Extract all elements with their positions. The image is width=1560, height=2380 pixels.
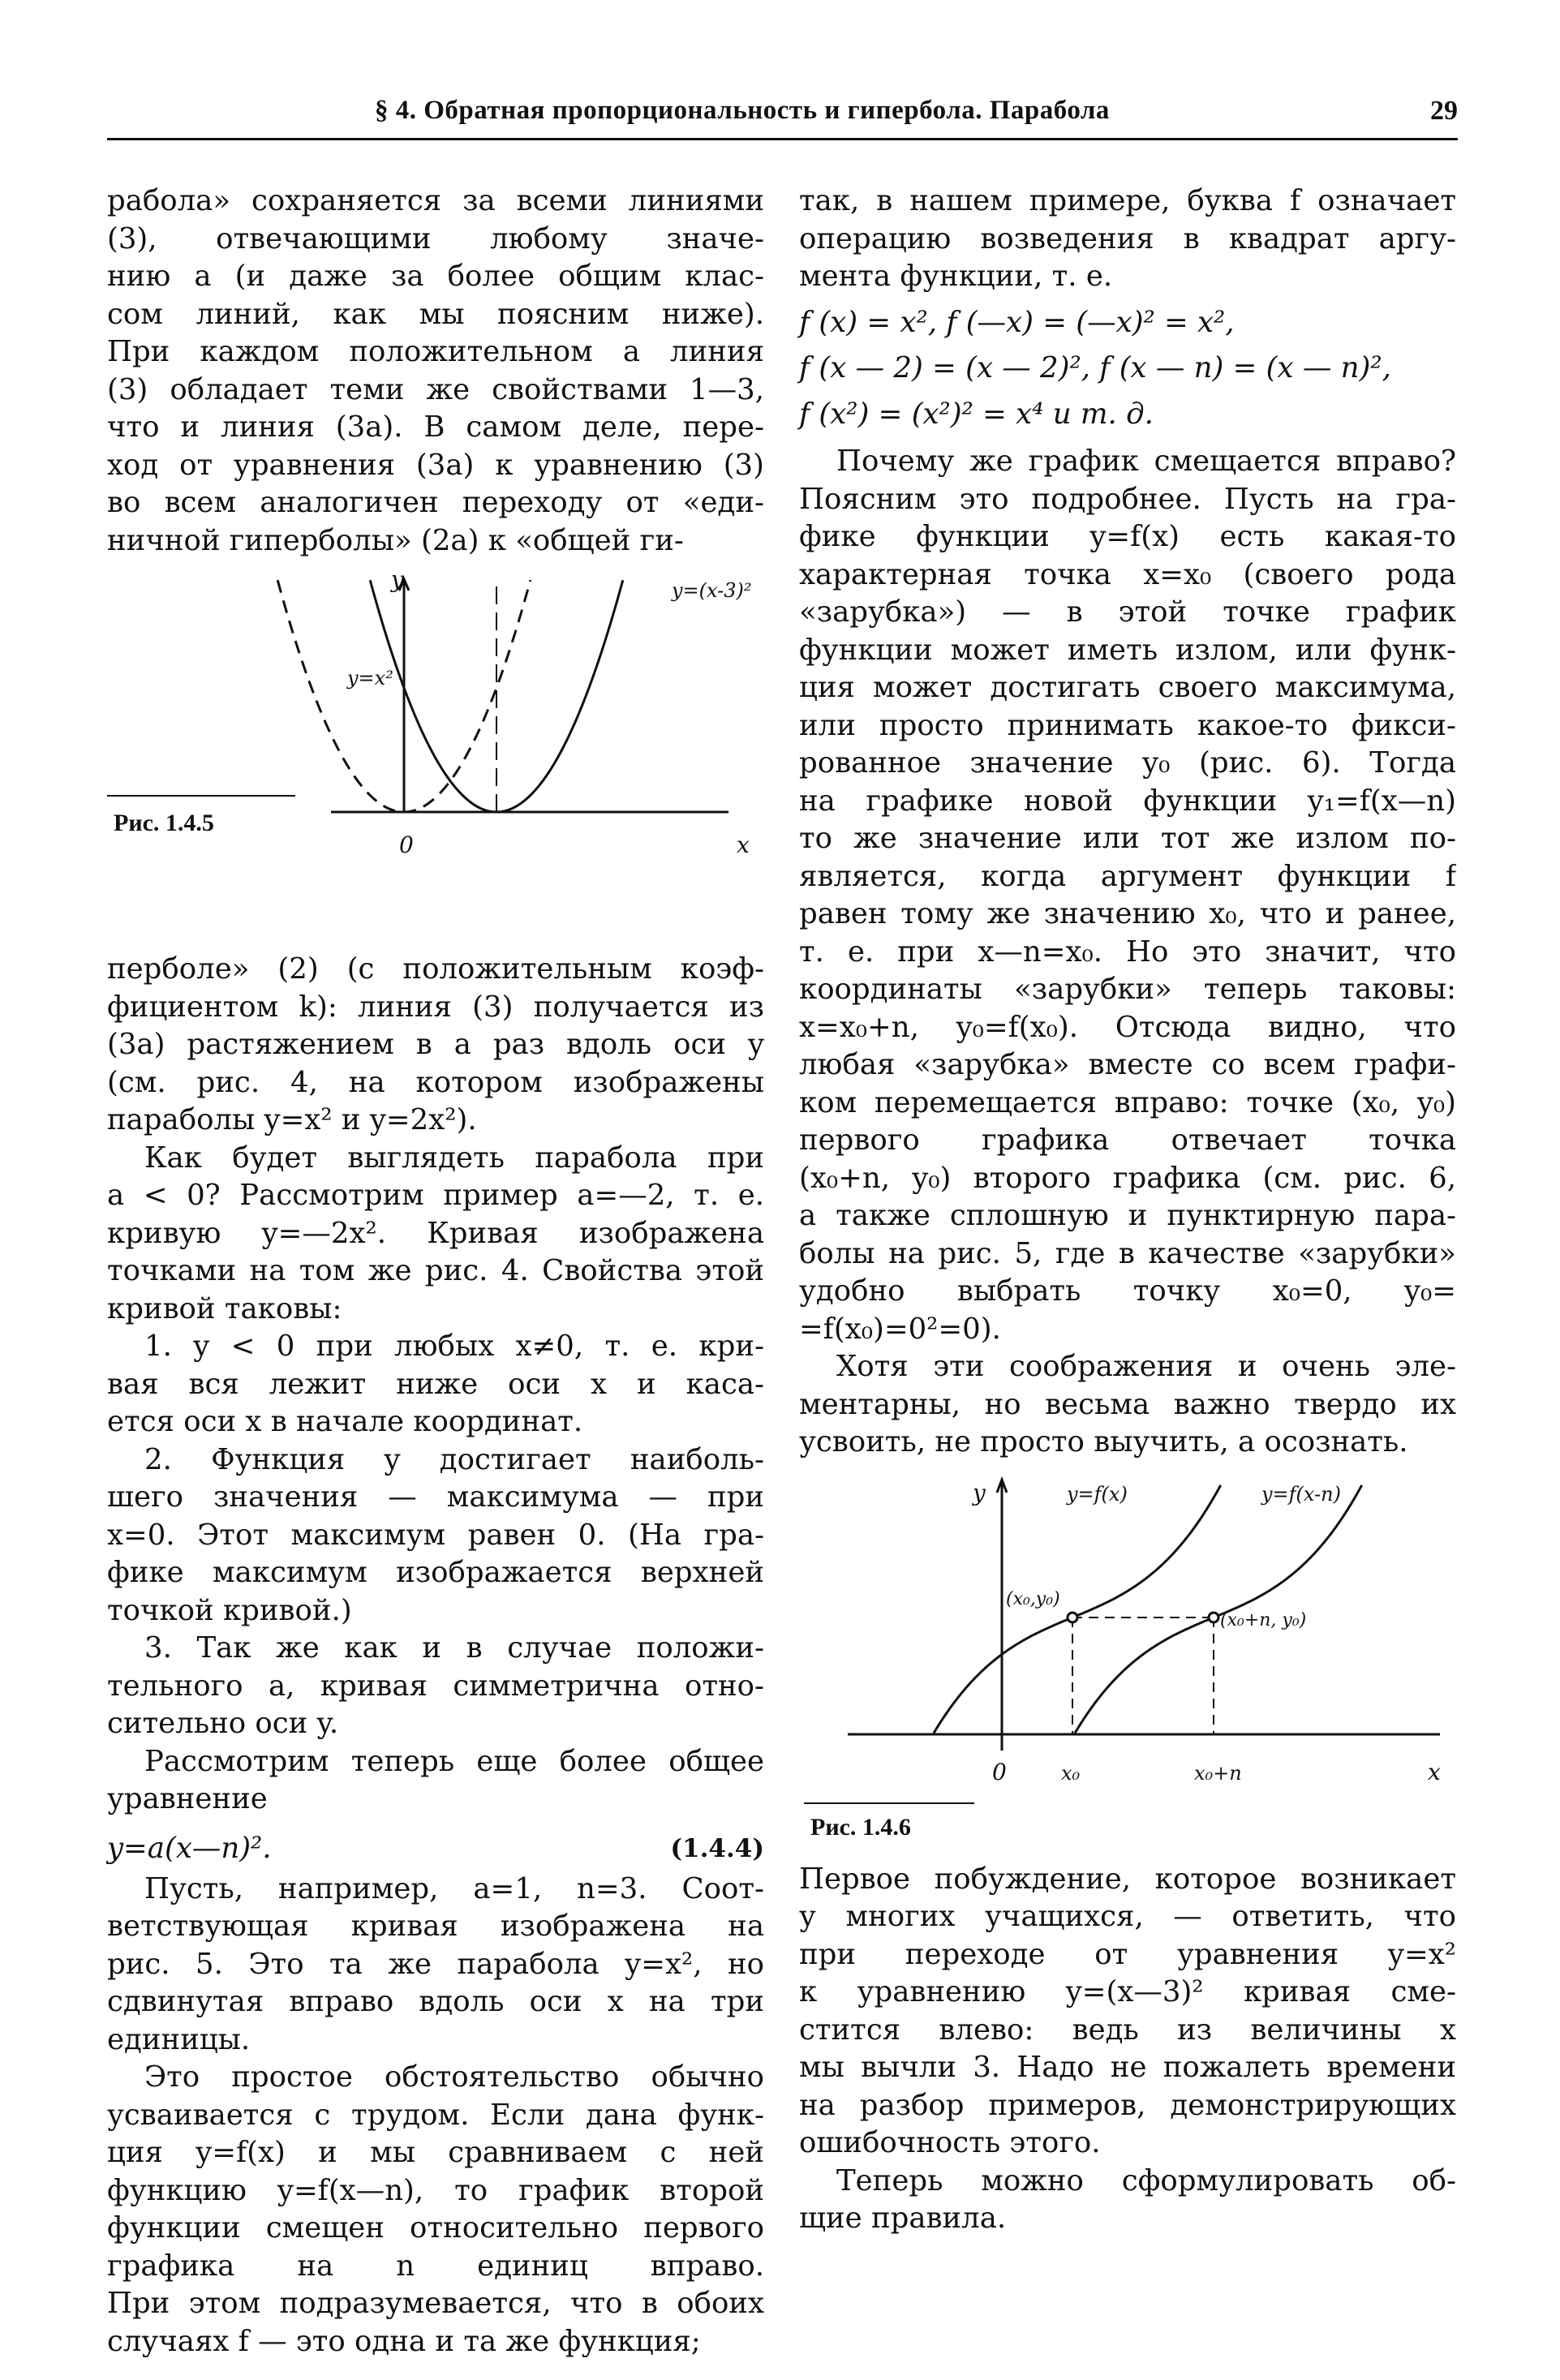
text-line: что и линия (3a). В самом деле, пере-	[107, 410, 764, 444]
text-line: любая «зарубка» вместе со всем графи-	[799, 1048, 1456, 1081]
text-line: ция y=f(x) и мы сравниваем с ней	[107, 2136, 764, 2169]
text-line: является, когда аргумент функции f	[799, 859, 1456, 893]
text-line: тельного a, кривая симметрична отно-	[107, 1669, 764, 1703]
formula-line-2: f (x — 2) = (x — 2)², f (x — n) = (x — n)²,	[799, 351, 1391, 384]
text-line: кривую y=—2x². Кривая изображена	[107, 1216, 764, 1250]
text-line: рис. 5. Это та же парабола y=x², но	[107, 1947, 764, 1981]
curve-label-x-squared: y=x²	[347, 667, 393, 690]
text-line: рованное значение y₀ (рис. 6). Тогда	[799, 746, 1456, 780]
text-line: случаях f — это одна и та же функция;	[107, 2324, 701, 2358]
text-line: то же значение или тот же излом по-	[799, 822, 1456, 855]
caption-rule	[804, 1802, 974, 1804]
left-paragraph-5	[107, 1871, 764, 2060]
x-axis-label: x	[737, 831, 750, 858]
text-line: 2. Функция y достигает наиболь-	[144, 1442, 764, 1476]
text-line: (3) обладает теми же свойствами 1—3,	[107, 372, 764, 406]
formula-line-1: f (x) = x², f (—x) = (—x)² = x²,	[799, 305, 1235, 339]
text-line: a < 0? Рассмотрим пример a=—2, т. е.	[107, 1179, 764, 1212]
left-paragraph-4	[107, 1743, 764, 1819]
figure-1-4-6	[799, 1468, 1456, 1851]
text-line: функции смещен относительно первого	[107, 2211, 764, 2245]
curve-f-x	[934, 1484, 1221, 1733]
text-line: ется оси x в начале координат.	[107, 1405, 583, 1438]
text-line: (3a) растяжением в a раз вдоль оси y	[107, 1028, 764, 1061]
text-line: т. е. при x—n=x₀. Но это значит, что	[799, 934, 1456, 969]
figure-1-4-5	[107, 565, 764, 944]
text-line: характерная точка x=x₀ (своего рода	[799, 557, 1456, 591]
figure-caption: Рис. 1.4.6	[810, 1813, 911, 1841]
text-line: (см. рис. 4, на котором изображены	[107, 1065, 764, 1099]
text-line: функции может иметь излом, или функ-	[799, 633, 1456, 667]
text-line: ветствующая кривая изображена на	[107, 1910, 764, 1943]
right-paragraph-5	[799, 2163, 1456, 2238]
left-paragraph-3	[107, 1140, 764, 1329]
text-line: при переходе от уравнения y=x²	[799, 1937, 1456, 1971]
text-line: а также сплошную и пунктирную пара-	[799, 1199, 1456, 1232]
origin-label: 0	[399, 831, 414, 858]
text-line: болы на рис. 5, где в качестве «зарубки»	[799, 1236, 1456, 1270]
right-paragraph-2	[799, 443, 1456, 1348]
text-line: перболе» (2) (с положительным коэф-	[107, 952, 764, 986]
text-line: Теперь можно сформулировать об-	[836, 2163, 1456, 2197]
header-rule	[107, 138, 1458, 140]
text-line: (x₀+n, y₀) второго графика (см. рис. 6,	[799, 1161, 1456, 1195]
text-line: координаты «зарубки» теперь таковы:	[799, 973, 1456, 1006]
text-line: точками на том же рис. 4. Свойства этой	[107, 1254, 764, 1287]
y-axis-label: y	[391, 566, 404, 593]
left-column	[107, 183, 764, 2361]
origin-label: 0	[992, 1758, 1007, 1785]
text-line: Хотя эти соображения и очень эле-	[836, 1350, 1456, 1383]
text-line: графика на n единиц вправо.	[107, 2249, 764, 2283]
tick-label-x0: x₀	[1061, 1761, 1081, 1785]
property-item-2	[107, 1441, 764, 1630]
text-line: функцию y=f(x—n), то график второй	[107, 2173, 764, 2207]
text-line: ход от уравнения (3a) к уравнению (3)	[107, 448, 764, 482]
page-header	[107, 96, 1458, 144]
text-line: точкой кривой.)	[107, 1593, 352, 1627]
property-item-1	[107, 1328, 764, 1441]
text-line: стится влево: ведь из величины x	[799, 2013, 1456, 2047]
text-line: ничной гиперболы» (2a) к «общей ги-	[107, 523, 684, 557]
text-line: Рассмотрим теперь еще более общее	[144, 1744, 764, 1778]
equation: y=a(x—n)².	[107, 1831, 272, 1865]
text-line: во всем аналогичен переходу от «еди-	[107, 486, 764, 519]
text-line: нию a (и даже за более общим клас-	[107, 260, 764, 293]
text-line: сом линий, как мы поясним ниже).	[107, 297, 764, 331]
right-paragraph-4	[799, 1861, 1456, 2163]
text-line: щие правила.	[799, 2202, 1007, 2235]
text-line: Поясним это подробнее. Пусть на гра-	[799, 482, 1456, 516]
text-line: усвоить, не просто выучить, а осознать.	[799, 1425, 1408, 1459]
text-line: x=0. Этот максимум равен 0. (На гра-	[107, 1518, 764, 1552]
property-item-3	[107, 1630, 764, 1743]
text-line: на разбор примеров, демонстрирующих	[799, 2088, 1456, 2122]
text-line: усваивается с трудом. Если дана функ-	[107, 2098, 764, 2132]
text-line: При каждом положительном a линия	[107, 335, 764, 368]
text-line: Как будет выглядеть парабола при	[144, 1141, 764, 1175]
text-line: x=x₀+n, y₀=f(x₀). Отсюда видно, что	[799, 1010, 1456, 1044]
text-line: единицы.	[107, 2022, 251, 2056]
left-paragraph-2	[107, 951, 764, 1140]
text-line: на графике новой функции y₁=f(x—n)	[799, 784, 1456, 818]
text-line: шего значения — максимума — при	[107, 1480, 764, 1514]
text-line: Пусть, например, a=1, n=3. Соот-	[144, 1871, 764, 1905]
formula-line-3: f (x²) = (x²)² = x⁴ и т. д.	[799, 397, 1154, 431]
text-line: 1. y < 0 при любых x≠0, т. е. кри-	[144, 1330, 764, 1363]
text-line: параболы y=x² и y=2x²).	[107, 1103, 477, 1136]
equation-number: (1.4.4)	[670, 1833, 764, 1863]
y-axis-label: y	[973, 1479, 986, 1506]
text-line: так, в нашем примере, буква f означает	[799, 184, 1456, 217]
point-label-1: (x₀,y₀)	[1006, 1588, 1060, 1609]
text-line: мы вычли 3. Надо не пожалеть времени	[799, 2051, 1456, 2084]
text-line: равен тому же значению x₀, что и ранее,	[799, 897, 1456, 930]
formula-block	[799, 304, 1456, 434]
point-label-2: (x₀+n, y₀)	[1220, 1609, 1307, 1630]
text-line: или просто принимать какое-то фикси-	[799, 708, 1456, 742]
right-paragraph-1	[799, 183, 1456, 296]
text-line: При этом подразумевается, что в обоих	[107, 2287, 764, 2320]
text-line: рабола» сохраняется за всеми линиями	[107, 184, 764, 217]
figure-caption: Рис. 1.4.5	[114, 810, 214, 836]
text-line: ком перемещается вправо: точке (x₀, y₀)	[799, 1085, 1456, 1119]
text-line: фике максимум изображается верхней	[107, 1556, 764, 1589]
left-paragraph-6	[107, 2059, 764, 2361]
curve-f-x-minus-n	[1075, 1484, 1362, 1733]
equation-row	[107, 1830, 764, 1871]
text-line: уравнение	[107, 1782, 268, 1815]
shift-plot	[799, 1468, 1456, 1793]
text-line: 3. Так же как и в случае положи-	[144, 1631, 764, 1665]
text-line: фике функции y=f(x) есть какая-то	[799, 520, 1456, 553]
curve-label-f-shifted: y=f(x-n)	[1261, 1482, 1341, 1506]
text-line: сдвинутая вправо вдоль оси x на три	[107, 1985, 764, 2018]
text-line: первого графика отвечает точка	[799, 1123, 1456, 1157]
text-line: операцию возведения в квадрат аргу-	[799, 221, 1456, 256]
text-line: Это простое обстоятельство обычно	[144, 2060, 764, 2094]
text-line: вая вся лежит ниже оси x и каса-	[107, 1367, 764, 1401]
x-axis-label: x	[1428, 1758, 1441, 1785]
text-line: «зарубка») — в этой точке график	[799, 595, 1456, 629]
text-line: у многих учащихся, — ответить, что	[799, 1900, 1456, 1933]
text-line: ция может достигать своего максимума,	[799, 671, 1456, 704]
text-line: сительно оси y.	[107, 1707, 339, 1740]
text-line: Почему же график смещается вправо?	[836, 445, 1456, 478]
text-line: ментарны, но весьма важно твердо их	[799, 1387, 1456, 1421]
marker-point-1	[1068, 1613, 1077, 1622]
text-line: Первое побуждение, которое возникает	[799, 1862, 1456, 1896]
text-line: мента функции, т. е.	[799, 260, 1113, 293]
marker-point-2	[1209, 1613, 1218, 1622]
text-line: кривой таковы:	[107, 1291, 342, 1325]
page-number: 29	[1430, 96, 1458, 126]
text-line: удобно выбрать точку x₀=0, y₀=	[799, 1274, 1456, 1308]
tick-label-x0-plus-n: x₀+n	[1194, 1761, 1242, 1785]
right-column	[799, 183, 1456, 2238]
running-title: § 4. Обратная пропорциональность и гипербола. Парабола	[375, 96, 1110, 125]
curve-label-shifted: y=(x-3)²	[672, 579, 752, 602]
parabola-plot	[107, 565, 764, 944]
right-paragraph-3	[799, 1348, 1456, 1462]
text-line: фициентом k): линия (3) получается из	[107, 990, 764, 1024]
text-line: =f(x₀)=0²=0).	[799, 1312, 1001, 1346]
curve-label-f: y=f(x)	[1067, 1482, 1128, 1506]
text-line: (3), отвечающими любому значе-	[107, 221, 764, 256]
text-line: ошибочность этого.	[799, 2126, 1101, 2159]
left-paragraph-1	[107, 183, 764, 560]
text-line: к уравнению y=(x—3)² кривая сме-	[799, 1975, 1456, 2008]
